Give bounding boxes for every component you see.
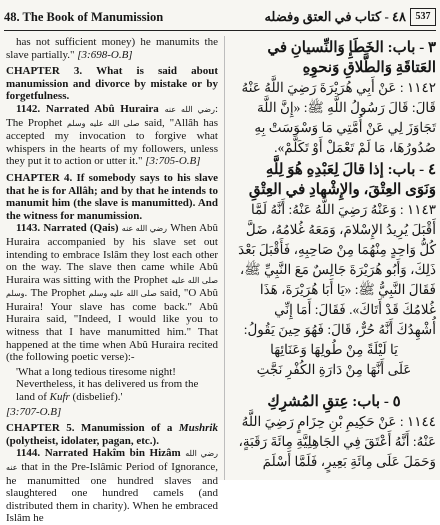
hadith-1144: 1144. Narrated Hakîm bin Hizâm رضي الله عنه that in the Pre-Islâmic Period of Ignorance, he manumitted one hundred slaves and slaughtered one hundred camels (and distributed them in charity). When he embraced Islâm he — [6, 447, 218, 525]
arabic-hadith-1143: ١١٤٣ : وَعَنْهُ رَضِيَ اللَّهُ عَنْهُ: أَنَّهُ لَمَّا أَقْبَلَ يُرِيدُ الإِسْلامَ، وَمَعَهُ غُلامُهُ، ضَلَّ كُلُّ وَاحِدٍ مِنْهُمَا مِنْ صَاحِبِهِ، فَأَقْبَلَ بَعْدَ ذَلِكَ، وَأَبُو هُرَيْرَةَ جَالِسٌ مَعَ النَّبِيِّ ﷺ، فَقَالَ النَّبِيُّ ﷺ: «يَا أَبَا هُرَيْرَةَ، هَذَا غُلامُكَ قَدْ أَتَاكَ». فَقَالَ: أَمَا إِنِّي أُشْهِدُكَ أَنَّهُ حُرٌّ، قَالَ: فَهُوَ حِينَ يَقُولُ: — [238, 202, 436, 337]
hadith-1142: 1142. Narrated Abû Huraira رضي الله عنه: The Prophet صلى الله عليه وسلم said, "Allâh has accepted my invocation to forgive what whispers in the hearts of my followers, unless they put it to action or utter it." [3:705-O.B] — [6, 102, 219, 168]
page-number: 537 — [410, 8, 436, 26]
poetic-verse: 'What a long tedious tiresome night! Nevertheless, it has delivered us from the land of Kufr (disbelief).' — [16, 365, 199, 404]
arabic-column — [232, 36, 436, 472]
header-title-english: 48. The Book of Manumission — [4, 10, 164, 24]
page-header — [4, 8, 436, 31]
arabic-hadith-1142: ١١٤٢ : عَنْ أَبِي هُرَيْرَةَ رَضِيَ اللَّهُ عَنْهُ قَالَ: قَالَ رَسُولُ اللَّهِ ﷺ: «إِنَّ اللَّهَ تَجَاوَزَ لِي عَنْ أُمَّتِي مَا وَسْوَسَتْ بِهِ صُدُورُهَا، مَا لَمْ تَعْمَلْ أَوْ تَكَلَّمْ». — [241, 80, 436, 155]
hadith-1143: 1143. Narrated (Qais) رضي الله عنه When Abû Huraira accompanied by his slave set out intending to embrace Islâm they lost each other on the way. The slave then came while Abû Huraira was sitting with the Prophet صلى الله عليه وسلم. The Prophet صلى الله عليه وسلم said, "O Abû Huraira! Your slave has come back." Abû Huraira said, "Indeed, I would like you to witness that I have manumitted him." That happened at the time when Abû Huraira recited (the following poetic verse):- — [6, 222, 219, 364]
arabic-hadith-1144: ١١٤٤ : عَنْ حَكِيمِ بْنِ حِزَامٍ رَضِيَ اللَّهُ عَنْهُ: أَنَّهُ أَعْتَقَ فِي الجَاهِلِيَّةِ مِائَةَ رَقَبَةٍ، وَحَمَلَ عَلَى مِائَةِ بَعِيرٍ، فَلَمَّا أَسْلَمَ — [238, 414, 436, 469]
spacer — [232, 380, 436, 390]
column-divider — [224, 36, 225, 480]
chapter-5-heading: CHAPTER 5. Manumission of a Mushrik (polytheist, idolater, pagan, etc.). — [6, 422, 218, 447]
reference: [3:707-O.B] — [6, 405, 62, 418]
reference: [3:705-O.B] — [145, 155, 201, 168]
continuation-text: has not sufficient money) he manumits the slave partially." [3:698-O.B] — [6, 36, 218, 61]
header-title-arabic: ٤٨ - كتاب في العتق وفضله — [264, 9, 406, 24]
english-column — [6, 36, 218, 525]
arabic-poem-line-1: يَا لَيْلَةً مِنْ طُولِهَا وَعَنَائِهَا — [270, 342, 398, 357]
chapter-3-heading: CHAPTER 3. What is said about manumission and divorce by mistake or by forgetfulness. — [6, 65, 218, 103]
arabic-chapter-3-heading: ٣ - باب: الخَطَإِ وَالنِّسيانِ في العَتاقَةِ وَالطَّلاقِ وَنحوِهِ — [267, 40, 436, 76]
arabic-poem-line-2: عَلَى أَنَّهَا مِنْ دَارَةِ الكُفْرِ نَجَّتِ — [256, 362, 412, 377]
reference: [3:698-O.B] — [77, 48, 133, 61]
arabic-chapter-4-heading: ٤ - باب: إذا قالَ لِعَبْدِهِ هُوَ لِلَّهِ وَنَوَى العِتْقَ، والإِشْهادِ في العِتْقِ — [248, 162, 436, 198]
chapter-4-heading: CHAPTER 4. If somebody says to his slave that he is for Allâh; and by that he intends to manumit him (the slave is manumitted). And the witness for manumission. — [6, 171, 218, 222]
arabic-chapter-5-heading: ٥ - باب: عِتقِ المُشرِكِ — [267, 394, 401, 410]
